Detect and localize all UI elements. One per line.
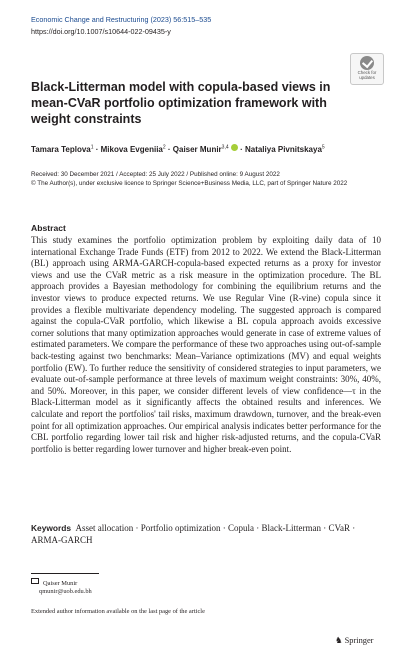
author-separator: · xyxy=(93,145,101,154)
author-affiliation: 1 xyxy=(90,144,94,151)
abstract-heading: Abstract xyxy=(31,223,66,233)
author-name[interactable]: Qaiser Munir xyxy=(172,145,222,154)
publication-history xyxy=(31,170,381,188)
author-separator: · xyxy=(237,145,245,154)
publisher-name: Springer xyxy=(344,636,374,645)
orcid-icon[interactable] xyxy=(231,144,238,151)
author-separator: · xyxy=(165,145,173,154)
contact-name: Qaiser Munir xyxy=(43,580,78,587)
corresponding-author xyxy=(31,578,331,597)
author-affiliation: 3,4 xyxy=(221,144,229,151)
author-name[interactable]: Mikova Evgeniia xyxy=(100,145,163,154)
author-name[interactable]: Nataliya Pivnitskaya xyxy=(244,145,322,154)
extended-author-info: Extended author information available on the last page of the article xyxy=(31,608,205,615)
author-affiliation: 2 xyxy=(162,144,166,151)
footnote-rule xyxy=(31,573,99,574)
author-name[interactable]: Tamara Teplova xyxy=(31,145,91,154)
copyright-notice: © The Author(s), under exclusive licence to Springer Science+Business Media, LLC, part of Springer Nature 2022 xyxy=(31,180,348,187)
journal-citation[interactable]: Economic Change and Restructuring (2023) 56:515–535 xyxy=(31,15,212,24)
checkmark-icon xyxy=(360,56,374,70)
envelope-icon xyxy=(31,578,39,584)
author-list xyxy=(31,144,381,154)
article-title: Black-Litterman model with copula-based views in mean-CVaR portfolio optimization framework with weight constraints xyxy=(31,80,331,126)
keywords-list: Asset allocation · Portfolio optimization · Copula · Black-Litterman · CVaR · ARMA-GARCH xyxy=(31,523,356,545)
springer-horse-icon: ♞ xyxy=(335,636,343,645)
doi-link[interactable]: https://doi.org/10.1007/s10644-022-09435-y xyxy=(31,27,171,36)
contact-email[interactable]: qmunir@uob.edu.bh xyxy=(39,588,92,596)
check-for-updates-badge[interactable] xyxy=(350,53,384,85)
keywords-label: Keywords xyxy=(31,523,72,533)
check-badge-line2: updates xyxy=(359,75,375,80)
author-affiliation: 5 xyxy=(321,144,325,151)
publication-dates: Received: 30 December 2021 / Accepted: 25 July 2022 / Published online: 9 August 2022 xyxy=(31,171,280,178)
keywords xyxy=(31,523,381,546)
springer-logo xyxy=(335,635,373,645)
abstract-text: This study examines the portfolio optimization problem by exploiting daily data of 10 international Exchange Trade Funds (ETF) from 2012 to 2022. We extend the Black-Litterman (BL) approach using ARMA-GARCH-copula-based expected returns as a proxy for investor views and use the CVaR metric as a risk measure in the optimization procedure. The BL approach provides a Bayesian methodology for combining the equilibrium returns and the investor views to produce expected returns. We use Regular Vine (R-vine) copula since it provides a flexible multivariate dependency modeling. The suggested approach is compared against the copula-CVaR portfolio, which likewise a BL copula approach avoids excessive corner solutions that many optimization approaches would generate in case of extreme values of estimated parameters. We compare the performance of these two approaches using out-of-sample back-testing against two benchmarks: Mean–Variance optimizations (MV) and equal weights portfolio (EW). To further reduce the sensitivity of considered strategies to input parameters, we evaluate out-of-sample performance at three levels of maximum weight constraints: 30%, 40%, and 50%. Moreover, in this paper, we consider different levels of view confidence—τ in the Black-Litterman model as it significantly affects the obtained results and inferences. We calculate and report the portfolios' tail risks, maximum drawdown, turnover, and the break-even point for all optimization approaches. Our empirical analysis indicates better performance for the CBL portfolio regarding lower tail risk and higher risk-adjusted returns, and the copula-CVaR portfolio is better regarding lower turnover and higher break-even point. xyxy=(31,235,381,454)
check-badge-line1: Check for xyxy=(357,70,377,75)
